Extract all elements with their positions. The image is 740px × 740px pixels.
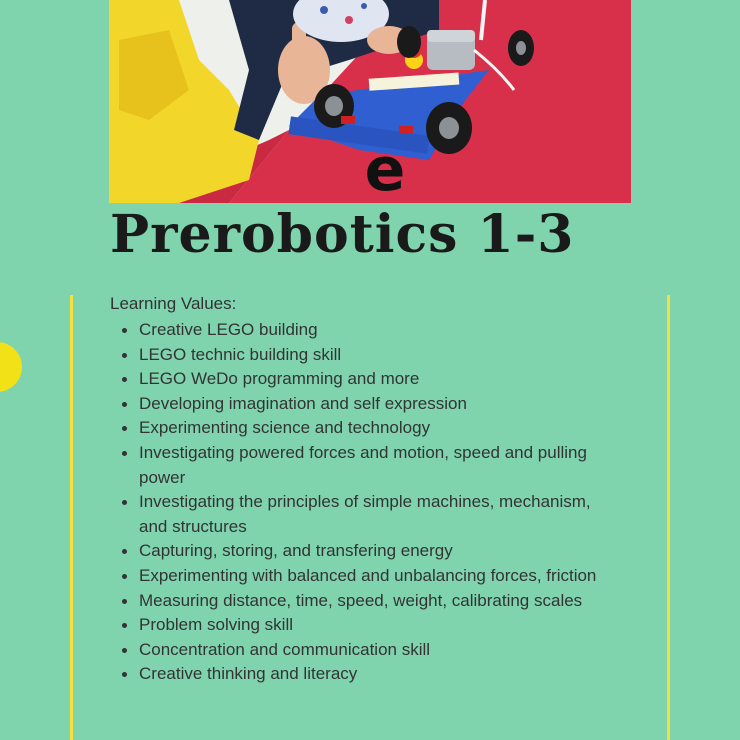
- list-item: Problem solving skill: [110, 613, 610, 638]
- list-item: Measuring distance, time, speed, weight, calibrating scales: [110, 589, 610, 614]
- lego-car-photo: [109, 0, 631, 203]
- list-item: Creative thinking and literacy: [110, 662, 610, 687]
- learning-values-heading: Learning Values:: [110, 294, 237, 313]
- list-item: LEGO technic building skill: [110, 343, 610, 368]
- list-item: Concentration and communication skill: [110, 638, 610, 663]
- page-title: Prerobotics 1-3: [110, 204, 575, 265]
- list-item: Developing imagination and self expression: [110, 392, 610, 417]
- list-item: Creative LEGO building: [110, 318, 610, 343]
- watermark-letter: e: [364, 135, 406, 203]
- right-accent-line: [667, 295, 670, 740]
- list-item: Experimenting with balanced and unbalancing forces, friction: [110, 564, 610, 589]
- list-item: LEGO WeDo programming and more: [110, 367, 610, 392]
- list-item: Investigating the principles of simple machines, mechanism, and structures: [110, 490, 610, 539]
- list-item: Investigating powered forces and motion, speed and pulling power: [110, 441, 610, 490]
- learning-values-list: [110, 318, 610, 687]
- left-accent-line: [70, 295, 73, 740]
- list-item: Experimenting science and technology: [110, 416, 610, 441]
- yellow-dot-decoration: [0, 342, 22, 392]
- list-item: Capturing, storing, and transfering energy: [110, 539, 610, 564]
